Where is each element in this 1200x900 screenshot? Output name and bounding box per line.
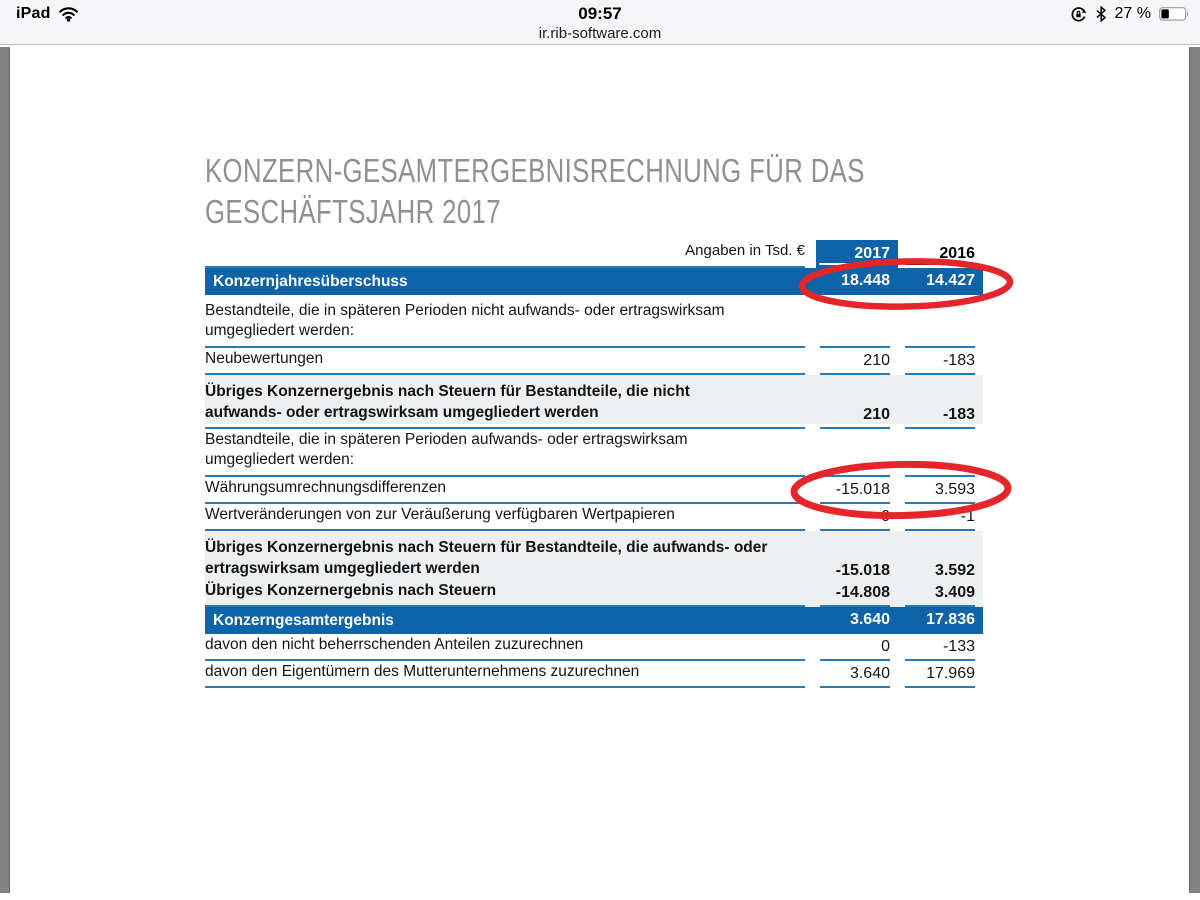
- row-value-2016: -183: [905, 348, 975, 375]
- unit-label: Angaben in Tsd. €: [205, 240, 805, 268]
- table-row: [205, 661, 983, 688]
- table-row: [205, 504, 983, 531]
- row-value-2016: -183: [905, 375, 975, 429]
- table-row: [205, 580, 983, 607]
- table-row: [205, 477, 983, 504]
- status-clock: 09:57: [578, 4, 622, 23]
- table-row: [205, 607, 983, 634]
- row-value-2016: 17.969: [905, 661, 975, 688]
- row-value-2017: 210: [820, 348, 890, 375]
- rotation-lock-icon: [1070, 6, 1087, 23]
- row-label: Wertveränderungen von zur Veräußerung verfügbaren Wertpapieren: [205, 504, 805, 531]
- row-value-2016: 3.409: [905, 580, 975, 607]
- document-title-line1: KONZERN-GESAMTERGEBNISRECHNUNG FÜR DAS: [205, 152, 865, 189]
- table-body: [205, 268, 983, 688]
- battery-icon: [1159, 7, 1190, 21]
- battery-percent-label: 27 %: [1114, 5, 1151, 22]
- table-row: [205, 268, 983, 295]
- row-value-2017: -14.808: [820, 580, 890, 607]
- table-row: [205, 424, 983, 477]
- row-value-2017: [820, 424, 890, 477]
- row-label: Konzernjahresüberschuss: [213, 272, 408, 290]
- table-row: [205, 375, 983, 424]
- row-label: Bestandteile, die in späteren Perioden nicht aufwands- oder ertragswirksam umgegliedert werden:: [205, 295, 805, 348]
- row-value-2017: 3.640: [849, 611, 890, 628]
- url-bar[interactable]: ir.rib-software.com: [538, 25, 662, 42]
- row-value-2016: 3.592: [905, 531, 975, 585]
- row-value-2016: 14.427: [926, 272, 975, 289]
- status-right: [1070, 5, 1190, 23]
- row-value-2017: 0: [820, 504, 890, 531]
- row-label: Neubewertungen: [205, 348, 805, 375]
- row-value-2017: [820, 295, 890, 348]
- browser-chrome: [0, 0, 1200, 45]
- row-label: Übriges Konzernergebnis nach Steuern: [205, 580, 805, 607]
- row-label: Bestandteile, die in späteren Perioden aufwands- oder ertragswirksam umgegliedert werden:: [205, 424, 805, 477]
- row-label: davon den Eigentümern des Mutterunternehmens zuzurechnen: [205, 661, 805, 688]
- row-value-2017: 18.448: [841, 272, 890, 289]
- document-title: [205, 150, 1051, 232]
- income-statement-table: [205, 240, 983, 688]
- table-header-row: [205, 240, 983, 268]
- column-header-2017: 2017: [816, 240, 898, 268]
- table-row: [205, 348, 983, 375]
- table-row: [205, 531, 983, 580]
- row-value-2017: 210: [820, 375, 890, 429]
- row-value-2016: 3.593: [905, 477, 975, 504]
- document-title-line2: GESCHÄFTSJAHR 2017: [205, 193, 501, 230]
- row-value-2017: -15.018: [820, 531, 890, 585]
- carrier-label: iPad: [16, 5, 51, 22]
- row-value-2017: 0: [820, 634, 890, 661]
- row-value-2016: [905, 424, 975, 477]
- column-header-2016: 2016: [905, 240, 975, 268]
- pdf-gutter-left: [0, 47, 10, 893]
- row-value-2017: 3.640: [820, 661, 890, 688]
- row-label: davon den nicht beherrschenden Anteilen zuzurechnen: [205, 634, 805, 661]
- row-label: Konzerngesamtergebnis: [213, 611, 394, 629]
- row-label: Übriges Konzernergebnis nach Steuern für Bestandteile, die nicht aufwands- oder ertragswirksam umgegliedert werden: [205, 375, 805, 429]
- row-label: Übriges Konzernergebnis nach Steuern für Bestandteile, die aufwands- oder ertragswirksam umgegliedert werden: [205, 531, 805, 585]
- row-value-2017: -15.018: [820, 477, 890, 504]
- row-value-2016: 17.836: [926, 611, 975, 628]
- pdf-gutter-right: [1189, 47, 1200, 893]
- row-value-2016: [905, 295, 975, 348]
- row-value-2016: -1: [905, 504, 975, 531]
- bluetooth-icon: [1095, 6, 1107, 22]
- row-value-2016: -133: [905, 634, 975, 661]
- row-label: Währungsumrechnungsdifferenzen: [205, 477, 805, 504]
- table-row: [205, 295, 983, 348]
- table-row: [205, 634, 983, 661]
